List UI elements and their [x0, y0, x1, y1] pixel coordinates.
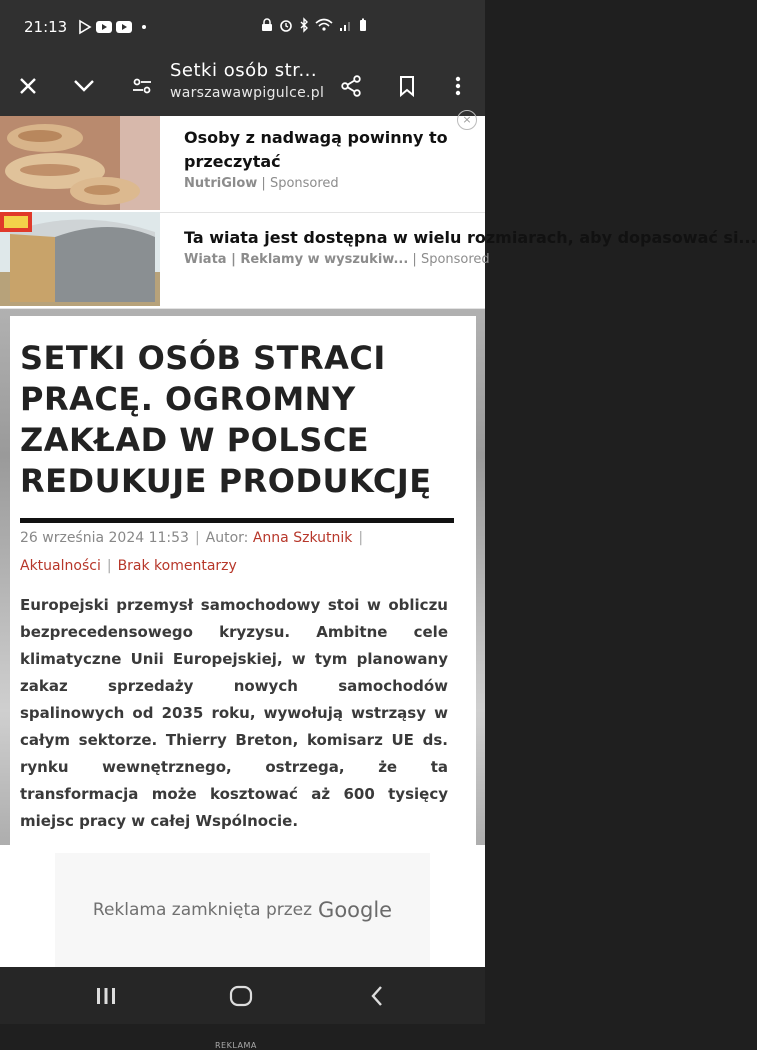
ad-meta: NutriGlow | Sponsored — [184, 176, 339, 191]
article-date: 26 września 2024 11:53 — [20, 530, 189, 546]
closed-ad-banner — [0, 845, 485, 967]
ad-sponsored: Sponsored — [420, 252, 490, 267]
recent-apps-icon — [95, 986, 117, 1006]
ad-text — [184, 226, 757, 267]
ad-title: Osoby z nadwagą powinny to przeczytać — [184, 128, 448, 171]
ad-sponsored: Sponsored — [269, 176, 339, 191]
ad-text — [184, 126, 474, 191]
youtube-icon — [96, 21, 112, 33]
page-title-area[interactable] — [170, 58, 330, 101]
ad-label: REKLAMA — [215, 1041, 257, 1050]
headline-divider — [20, 518, 454, 523]
lock-icon — [261, 18, 273, 32]
bookmark-icon — [399, 76, 415, 96]
minimize-button[interactable] — [66, 68, 102, 104]
close-button[interactable] — [10, 68, 46, 104]
back-icon — [370, 985, 384, 1007]
share-button[interactable] — [333, 68, 369, 104]
category-link[interactable]: Aktualności — [20, 558, 101, 574]
alarm-icon — [279, 18, 293, 32]
status-time: 21:13 — [24, 18, 68, 36]
page-url: warszawawpigulce.pl — [170, 85, 325, 101]
bluetooth-icon — [299, 18, 309, 32]
chevron-down-icon — [73, 79, 95, 93]
custom-tab-toolbar — [0, 58, 485, 116]
article-meta: 26 września 2024 11:53 | Autor: Anna Szkutnik | — [20, 530, 364, 546]
closed-ad-text: Reklama zamknięta przez — [92, 900, 313, 920]
ad-meta: Wiata | Reklamy w wyszukiw... | Sponsored — [184, 252, 490, 267]
ad-item[interactable] — [0, 212, 757, 309]
page-title: Setki osób str... — [170, 60, 318, 81]
ad-image — [0, 212, 160, 306]
close-icon — [18, 76, 38, 96]
ad-source: NutriGlow — [184, 176, 258, 191]
back-button[interactable] — [362, 981, 392, 1011]
web-page — [0, 113, 757, 1050]
author-prefix: Autor: — [205, 530, 249, 546]
closed-ad-box — [55, 853, 430, 967]
sponsored-ads — [0, 113, 757, 308]
ad-choices-icon[interactable]: × — [457, 110, 477, 130]
article-meta-tags: Aktualności | Brak komentarzy — [20, 558, 237, 574]
article-lead: Europejski przemysł samochodowy stoi w obliczu bezprecedensowego kryzysu. Ambitne cele klimatyczne Unii Europejskiej, w tym planowany zakaz sprzedaży nowych samochodów spalinowych od 2035 roku, wywołują wstrząsy w całym sektorze. Thierry Breton, komisarz UE ds. rynku wewnętrznego, ostrzega, że ta transformacja może kosztować aż 600 tysięcy miejsc pracy w całej Wspólnocie. — [20, 596, 448, 830]
youtube-icon — [116, 21, 132, 33]
notification-icons — [78, 20, 146, 34]
ad-image — [0, 116, 160, 210]
tune-icon — [132, 78, 152, 94]
system-navigation-bar — [0, 967, 485, 1024]
recent-apps-button[interactable] — [91, 981, 121, 1011]
bookmark-button[interactable] — [389, 68, 425, 104]
home-button[interactable] — [226, 981, 256, 1011]
system-icons — [261, 18, 367, 32]
more-menu-button[interactable] — [440, 68, 476, 104]
wifi-icon — [315, 18, 333, 32]
site-settings-button[interactable] — [124, 68, 160, 104]
ad-source: Wiata | Reklamy w wyszukiw... — [184, 252, 409, 267]
signal-icon — [339, 18, 353, 32]
status-bar — [0, 0, 485, 58]
more-vert-icon — [455, 76, 461, 96]
ad-item[interactable] — [0, 113, 485, 213]
play-store-icon — [78, 20, 92, 34]
article-headline: SETKI OSÓB STRACI PRACĘ. OGROMNY ZAKŁAD W POLSCE REDUKUJE PRODUKCJĘ — [20, 339, 432, 500]
battery-icon — [359, 18, 367, 32]
share-icon — [340, 75, 362, 97]
ad-title: Ta wiata jest dostępna w wielu rozmiarach, aby dopasować si... — [184, 228, 757, 247]
home-icon — [229, 984, 253, 1008]
google-logo: Google — [318, 898, 393, 922]
more-notifications-icon — [142, 25, 146, 29]
comments-link[interactable]: Brak komentarzy — [117, 558, 237, 574]
author-link[interactable]: Anna Szkutnik — [252, 530, 353, 546]
